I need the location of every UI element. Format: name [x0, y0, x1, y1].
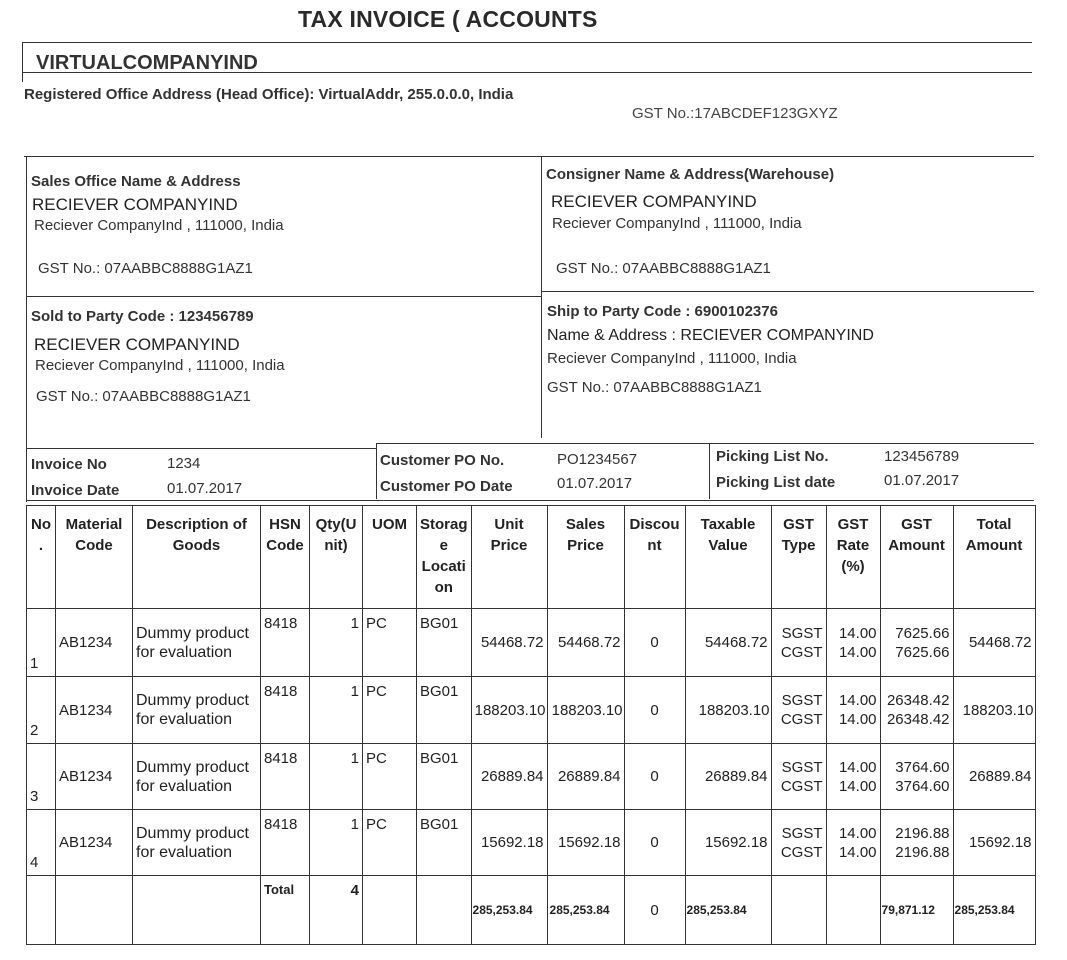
total-taxable: 285,253.84 — [685, 876, 771, 945]
cell-taxable: 15692.18 — [685, 810, 771, 876]
cell-empty — [417, 876, 472, 945]
cell-total: 54468.72 — [953, 609, 1035, 677]
gst-type-sgst: SGST — [781, 758, 823, 776]
cell-qty: 1 — [310, 677, 363, 744]
cell-hsn: 8418 — [261, 677, 310, 744]
pick-no: 123456789 — [884, 448, 960, 465]
gst-rate-sgst: 14.00 — [838, 824, 877, 842]
ship-to-address: Reciever CompanyInd , 111000, India — [547, 350, 797, 367]
total-label: Total — [261, 876, 310, 945]
cell-description: Dummy product for evaluation — [133, 677, 261, 744]
cell-uom: PC — [363, 677, 417, 744]
consigner-gst: GST No.: 07AABBC8888G1AZ1 — [556, 260, 771, 277]
gst-amount-cgst: 26348.42 — [886, 711, 950, 728]
cell-storage: BG01 — [417, 810, 472, 876]
cell-taxable: 54468.72 — [685, 609, 771, 677]
cell-material: AB1234 — [56, 609, 133, 677]
pick-date: 01.07.2017 — [884, 472, 960, 489]
gst-type-sgst: SGST — [781, 624, 823, 642]
table-row — [27, 609, 1036, 677]
rule — [26, 156, 27, 502]
cell-no: 4 — [27, 810, 56, 876]
rule — [541, 156, 542, 438]
table-row — [27, 810, 1036, 876]
cell-storage: BG01 — [417, 744, 472, 810]
cell-gst-amount — [880, 744, 953, 810]
gst-rate-sgst: 14.00 — [838, 758, 877, 776]
cell-discount: 0 — [624, 677, 685, 744]
cell-total: 188203.10 — [953, 677, 1035, 744]
col-uom: UOM — [363, 506, 417, 609]
cell-unit-price: 26889.84 — [471, 744, 547, 810]
gst-rate-sgst: 14.00 — [838, 692, 877, 709]
sales-office-label: Sales Office Name & Address — [31, 173, 241, 190]
gst-type-cgst: CGST — [780, 777, 823, 795]
col-gst-type: GST Type — [771, 506, 826, 609]
cell-qty: 1 — [310, 810, 363, 876]
gst-rate-cgst: 14.00 — [838, 711, 877, 728]
consigner-address: Reciever CompanyInd , 111000, India — [552, 215, 802, 232]
gst-amount-cgst: 7625.66 — [895, 643, 950, 661]
gst-amount-sgst: 3764.60 — [895, 758, 950, 776]
cell-material: AB1234 — [56, 677, 133, 744]
cell-material: AB1234 — [56, 810, 133, 876]
cell-unit-price: 188203.10 — [471, 677, 547, 744]
cell-discount: 0 — [624, 609, 685, 677]
cell-no: 3 — [27, 744, 56, 810]
rule — [26, 448, 376, 449]
invoice-no: 1234 — [167, 455, 201, 472]
col-discount: Discou nt — [624, 506, 685, 609]
gst-amount-sgst: 7625.66 — [895, 624, 950, 642]
col-hsn: HSN Code — [261, 506, 310, 609]
cell-sales-price: 26889.84 — [547, 744, 624, 810]
cell-empty — [363, 876, 417, 945]
sold-to-gst: GST No.: 07AABBC8888G1AZ1 — [36, 388, 251, 405]
col-description: Description of Goods — [133, 506, 261, 609]
gst-type-cgst: CGST — [780, 643, 823, 661]
cell-no: 2 — [27, 677, 56, 744]
cell-storage: BG01 — [417, 677, 472, 744]
table-row — [27, 677, 1036, 744]
cell-total: 15692.18 — [953, 810, 1035, 876]
cell-empty — [56, 876, 133, 945]
sales-office-name: RECIEVER COMPANYIND — [32, 195, 238, 214]
rule — [24, 156, 1034, 157]
col-sales-price: Sales Price — [547, 506, 624, 609]
cell-unit-price: 15692.18 — [471, 810, 547, 876]
cell-sales-price: 188203.10 — [547, 677, 624, 744]
rule — [376, 443, 1034, 444]
total-qty: 4 — [310, 876, 363, 945]
rule — [376, 443, 377, 499]
cell-gst-type — [771, 609, 826, 677]
gst-rate-sgst: 14.00 — [838, 624, 877, 642]
gst-rate-cgst: 14.00 — [838, 843, 877, 861]
cell-total: 26889.84 — [953, 744, 1035, 810]
table-header-row — [27, 506, 1036, 609]
cell-uom: PC — [363, 609, 417, 677]
cell-empty — [771, 876, 826, 945]
col-material: Material Code — [56, 506, 133, 609]
table-row — [27, 744, 1036, 810]
gst-amount-sgst: 26348.42 — [886, 692, 950, 709]
rule — [26, 500, 1034, 501]
sales-office-address: Reciever CompanyInd , 111000, India — [34, 217, 284, 234]
rule — [22, 42, 1032, 43]
gst-type-sgst: SGST — [781, 692, 823, 709]
cell-empty — [826, 876, 880, 945]
rule — [541, 291, 1034, 292]
cell-no: 1 — [27, 609, 56, 677]
cell-sales-price: 15692.18 — [547, 810, 624, 876]
cell-gst-amount — [880, 810, 953, 876]
col-no: No . — [27, 506, 56, 609]
cell-discount: 0 — [624, 744, 685, 810]
cell-gst-type — [771, 744, 826, 810]
gst-type-sgst: SGST — [781, 824, 823, 842]
col-gst-amount: GST Amount — [880, 506, 953, 609]
gst-type-cgst: CGST — [780, 711, 823, 728]
rule — [22, 42, 23, 82]
gst-rate-cgst: 14.00 — [838, 643, 877, 661]
cell-gst-rate — [826, 677, 880, 744]
cell-discount: 0 — [624, 810, 685, 876]
pick-no-label: Picking List No. — [716, 448, 829, 465]
registered-office: Registered Office Address (Head Office): VirtualAddr, 255.0.0.0, India — [24, 86, 514, 103]
consigner-name: RECIEVER COMPANYIND — [551, 192, 757, 211]
invoice-date-label: Invoice Date — [31, 482, 120, 499]
cell-hsn: 8418 — [261, 744, 310, 810]
cell-hsn: 8418 — [261, 810, 310, 876]
cell-storage: BG01 — [417, 609, 472, 677]
cell-qty: 1 — [310, 609, 363, 677]
gst-number: GST No.:17ABCDEF123GXYZ — [632, 105, 838, 122]
consigner-label: Consigner Name & Address(Warehouse) — [546, 166, 835, 183]
cell-uom: PC — [363, 810, 417, 876]
cell-uom: PC — [363, 744, 417, 810]
col-storage: Storag e Locati on — [417, 506, 472, 609]
cell-empty — [27, 876, 56, 945]
gst-type-cgst: CGST — [780, 843, 823, 861]
cell-qty: 1 — [310, 744, 363, 810]
col-unit-price: Unit Price — [471, 506, 547, 609]
cell-description: Dummy product for evaluation — [133, 744, 261, 810]
po-date-label: Customer PO Date — [380, 478, 513, 495]
total-amount: 285,253.84 — [953, 876, 1035, 945]
rule — [709, 443, 710, 499]
cell-sales-price: 54468.72 — [547, 609, 624, 677]
document-title: TAX INVOICE ( ACCOUNTS — [298, 6, 598, 32]
po-date: 01.07.2017 — [557, 475, 633, 492]
total-discount: 0 — [624, 876, 685, 945]
company-name: VIRTUALCOMPANYIND — [36, 52, 258, 74]
total-sales-price: 285,253.84 — [547, 876, 624, 945]
totals-row — [27, 876, 1036, 945]
cell-unit-price: 54468.72 — [471, 609, 547, 677]
cell-taxable: 26889.84 — [685, 744, 771, 810]
cell-taxable: 188203.10 — [685, 677, 771, 744]
gst-rate-cgst: 14.00 — [838, 777, 877, 795]
sales-office-gst: GST No.: 07AABBC8888G1AZ1 — [38, 260, 253, 277]
cell-gst-rate — [826, 744, 880, 810]
col-qty: Qty(U nit) — [310, 506, 363, 609]
ship-to-label: Ship to Party Code : 6900102376 — [547, 303, 778, 320]
total-unit-price: 285,253.84 — [471, 876, 547, 945]
gst-amount-sgst: 2196.88 — [895, 824, 950, 842]
cell-gst-type — [771, 677, 826, 744]
pick-date-label: Picking List date — [716, 474, 836, 491]
cell-gst-type — [771, 810, 826, 876]
cell-description: Dummy product for evaluation — [133, 609, 261, 677]
gst-amount-cgst: 2196.88 — [895, 843, 950, 861]
cell-gst-rate — [826, 810, 880, 876]
cell-gst-rate — [826, 609, 880, 677]
col-taxable: Taxable Value — [685, 506, 771, 609]
cell-gst-amount — [880, 609, 953, 677]
cell-material: AB1234 — [56, 744, 133, 810]
items-table — [26, 505, 1036, 945]
sold-to-label: Sold to Party Code : 123456789 — [31, 308, 254, 325]
invoice-no-label: Invoice No — [31, 456, 107, 473]
col-total: Total Amount — [953, 506, 1035, 609]
po-no-label: Customer PO No. — [380, 452, 505, 469]
col-gst-rate: GST Rate (%) — [826, 506, 880, 609]
cell-empty — [133, 876, 261, 945]
sold-to-name: RECIEVER COMPANYIND — [34, 335, 240, 354]
ship-to-name: Name & Address : RECIEVER COMPANYIND — [547, 327, 874, 344]
cell-hsn: 8418 — [261, 609, 310, 677]
po-no: PO1234567 — [557, 451, 638, 468]
ship-to-gst: GST No.: 07AABBC8888G1AZ1 — [547, 379, 762, 396]
rule — [26, 296, 541, 297]
total-gst-amount: 79,871.12 — [880, 876, 953, 945]
cell-gst-amount — [880, 677, 953, 744]
gst-amount-cgst: 3764.60 — [895, 777, 950, 795]
sold-to-address: Reciever CompanyInd , 111000, India — [35, 357, 285, 374]
cell-description: Dummy product for evaluation — [133, 810, 261, 876]
invoice-date: 01.07.2017 — [167, 480, 243, 497]
